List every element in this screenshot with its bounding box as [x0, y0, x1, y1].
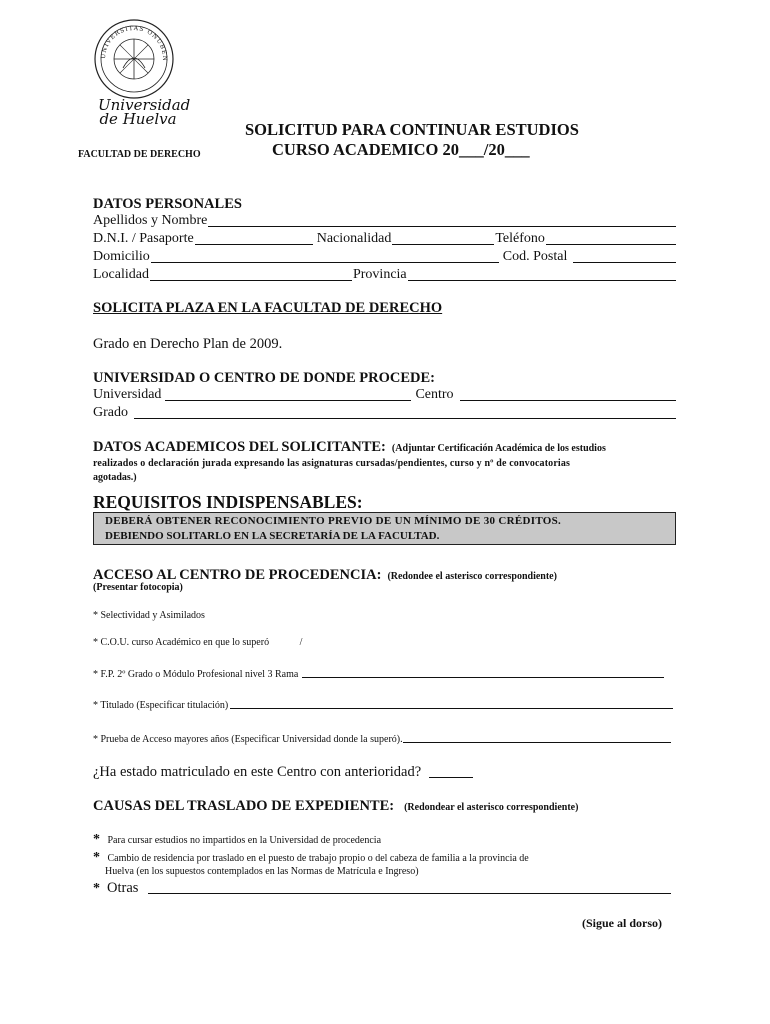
- transfer-reason-2[interactable]: [93, 850, 529, 866]
- origin-degree-label: Grado: [93, 405, 128, 420]
- logo-line2: de Huelva: [99, 110, 177, 128]
- postal-line[interactable]: [573, 249, 676, 263]
- address-line[interactable]: [151, 249, 499, 263]
- reason-1-label: Para cursar estudios no impartidos en la Universidad de procedencia: [107, 835, 382, 846]
- access-subnote: (Presentar fotocopia): [93, 582, 183, 593]
- transfer-reason-1[interactable]: [93, 832, 381, 848]
- requirements-box: [93, 512, 676, 545]
- faculty-label: FACULTAD DE DERECHO: [78, 149, 201, 160]
- access-option-cou[interactable]: [93, 637, 302, 648]
- access-option-label: * Titulado (Especificar titulación): [93, 700, 229, 711]
- previous-question: ¿Ha estado matriculado en este Centro con anterioridad?: [93, 764, 422, 780]
- page-title: SOLICITUD PARA CONTINUAR ESTUDIOS: [245, 120, 579, 139]
- dni-label: D.N.I. / Pasaporte: [93, 231, 194, 246]
- name-line[interactable]: [208, 213, 676, 227]
- access-option-titulado[interactable]: [93, 698, 673, 711]
- continue-note: (Sigue al dorso): [582, 916, 663, 930]
- centre-label: Centro: [415, 387, 454, 402]
- address-row: [93, 248, 677, 266]
- logo-line1: Universidad: [98, 96, 191, 114]
- other-line[interactable]: [148, 880, 671, 894]
- degree-text: Grado en Derecho Plan de 2009.: [93, 336, 283, 352]
- dni-line[interactable]: [195, 231, 313, 245]
- academic-note-3: agotadas.): [93, 472, 137, 483]
- reason-2-label-2: Huelva (en los supuestos contemplados en las Normas de Matrícula e Ingreso): [105, 866, 419, 877]
- province-label: Provincia: [352, 267, 407, 282]
- transfer-other-row[interactable]: [93, 880, 671, 897]
- origin-university-row: [93, 386, 677, 404]
- origin-heading: UNIVERSIDAD O CENTRO DE DONDE PROCEDE:: [93, 370, 435, 386]
- logo-text: [98, 96, 191, 128]
- access-heading: ACCESO AL CENTRO DE PROCEDENCIA:: [93, 567, 382, 583]
- requirements-line-2: DEBIENDO SOLITARLO EN LA SECRETARÍA DE LA FACULTAD.: [105, 530, 440, 542]
- university-label: Universidad: [93, 387, 162, 402]
- academic-note-2: realizados o declaración jurada expresando las asignaturas cursadas/pendientes, curso y nº de convocatorias: [93, 458, 571, 469]
- address-label: Domicilio: [93, 249, 150, 264]
- request-heading: SOLICITA PLAZA EN LA FACULTAD DE DERECHO: [93, 300, 443, 316]
- postal-label: Cod. Postal: [502, 249, 568, 264]
- reason-star-icon[interactable]: *: [93, 832, 100, 847]
- phone-line[interactable]: [546, 231, 676, 245]
- university-line[interactable]: [165, 387, 411, 401]
- mayores-line[interactable]: [403, 732, 671, 743]
- access-option-label: * C.O.U. curso Académico en que lo superó: [93, 637, 270, 648]
- other-label: Otras: [107, 880, 139, 896]
- previous-answer-line[interactable]: [429, 764, 473, 778]
- name-field[interactable]: [93, 212, 677, 230]
- centre-line[interactable]: [460, 387, 676, 401]
- access-heading-note: (Redondee el asterisco correspondiente): [387, 571, 557, 582]
- requirements-heading: REQUISITOS INDISPENSABLES:: [93, 492, 363, 512]
- academic-note-1: (Adjuntar Certificación Académica de los estudios: [391, 443, 606, 454]
- nationality-line[interactable]: [392, 231, 494, 245]
- seal-icon: [93, 18, 175, 100]
- reason-star-icon[interactable]: *: [93, 850, 100, 865]
- origin-degree-line[interactable]: [134, 405, 676, 419]
- access-option-fp[interactable]: [93, 667, 664, 680]
- access-option-label: * F.P. 2º Grado o Módulo Profesional nivel 3 Rama: [93, 669, 299, 680]
- phone-label: Teléfono: [495, 231, 545, 246]
- academic-heading-row: [93, 438, 606, 456]
- reason-star-icon[interactable]: *: [93, 881, 100, 896]
- svg-text:UNIVERSITAS ONUBENSIS: UNIVERSITAS ONUBEN: [99, 24, 169, 62]
- access-option-label: * Prueba de Acceso mayores años (Especificar Universidad donde la superó).: [93, 734, 403, 745]
- town-line[interactable]: [150, 267, 352, 281]
- reason-2-label-1: Cambio de residencia por traslado en el puesto de trabajo propio o del cabeza de familia a la provincia de: [107, 853, 529, 864]
- transfer-heading-note: (Redondear el asterisco correspondiente): [404, 802, 579, 813]
- access-option-mayores[interactable]: [93, 732, 671, 745]
- previous-question-row: [93, 764, 473, 781]
- origin-degree-row: [93, 404, 677, 422]
- dni-row: [93, 230, 677, 248]
- requirements-line-1: DEBERÁ OBTENER RECONOCIMIENTO PREVIO DE UN MÍNIMO DE 30 CRÉDITOS.: [105, 515, 562, 527]
- cou-slash: /: [299, 637, 303, 648]
- titulado-line[interactable]: [230, 698, 673, 709]
- name-label: Apellidos y Nombre: [93, 213, 208, 228]
- nationality-label: Nacionalidad: [316, 231, 392, 246]
- transfer-heading: CAUSAS DEL TRASLADO DE EXPEDIENTE:: [93, 798, 395, 814]
- course-year: CURSO ACADEMICO 20___/20___: [272, 140, 530, 159]
- transfer-heading-row: [93, 797, 578, 815]
- access-option-label: * Selectividad y Asimilados: [93, 610, 205, 621]
- fp-line[interactable]: [302, 667, 664, 678]
- personal-heading: DATOS PERSONALES: [93, 196, 242, 212]
- university-seal: [93, 18, 175, 100]
- academic-heading: DATOS ACADEMICOS DEL SOLICITANTE:: [93, 439, 386, 455]
- access-option-selectividad[interactable]: [93, 610, 205, 621]
- town-row: [93, 266, 677, 284]
- town-label: Localidad: [93, 267, 149, 282]
- province-line[interactable]: [408, 267, 676, 281]
